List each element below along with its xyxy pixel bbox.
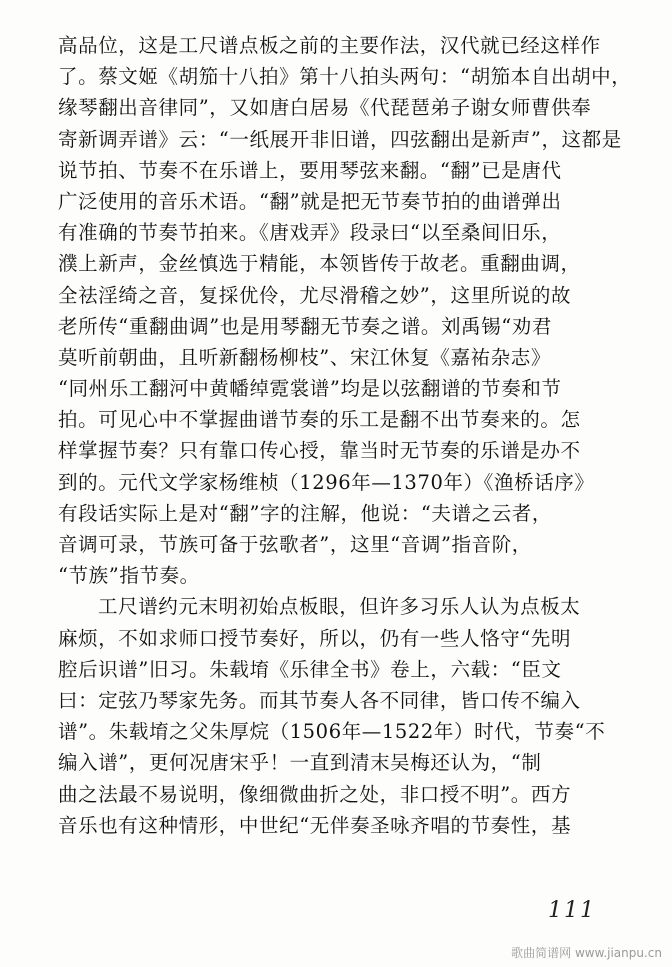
text-line: 莫听前朝曲，且听新翻杨柳枝”、宋江休复《嘉祐杂志》 [58,345,551,369]
text-line: 曰：定弦乃琴家先务。而其节奏人各不同律，皆口传不编入 [58,688,581,712]
text-line: 高品位，这是工尺谱点板之前的主要作法，汉代就已经这样作 [58,34,601,57]
site-watermark: 歌曲简谱网 www.jianpu.cn [511,946,662,960]
text-line: 了。蔡文姬《胡笳十八拍》第十八拍头两句：“胡笳本自出胡中， [58,65,632,89]
text-line: 有准确的节奏节拍来。《唐戏弄》段录曰“以至桑间旧乐， [58,221,562,245]
text-line: 谱”。朱载堉之父朱厚烷（1506年—1522年）时代，节奏“不 [58,720,606,744]
text-line: “同州乐工翻河中黄幡绰霓裳谱”均是以弦翻谱的节奏和节 [58,377,562,401]
text-line: 音调可录，节族可备于弦歌者”，这里“音调”指音阶， [58,533,532,556]
text-line: 全祛淫绮之音，复採优伶，尤尽滑稽之妙”，这里所说的故 [58,283,572,307]
body-text [58,30,632,841]
text-line: 拍。可见心中不掌握曲谱节奏的乐工是翻不出节奏来的。怎 [58,408,581,432]
text-line: 寄新调弄谱》云：“一纸展开非旧谱，四弦翻出是新声”，这都是 [58,127,622,151]
text-line: 曲之法最不易说明，像细微曲折之处，非口授不明”。西方 [58,782,572,806]
text-line: 缘琴翻出音律同”，又如唐白居易《代琵琶弟子谢女师曹供奉 [58,96,592,120]
text-line: 编入谱”，更何况唐宋乎！一直到清末吴梅还认为，“制 [58,751,542,775]
text-line: 到的。元代文学家杨维桢（1296年—1370年）《渔桥话序》 [58,470,595,494]
text-line: 有段话实际上是对“翻”字的注解，他说：“夫谱之云者， [58,501,553,525]
text-line: 音乐也有这种情形，中世纪“无伴奏圣咏齐唱的节奏性，基 [58,813,572,837]
text-line: 说节拍、节奏不在乐谱上，要用琴弦来翻。“翻”已是唐代 [58,158,562,182]
text-line: 麻烦，不如求师口授节奏好，所以，仍有一些人恪守“先明 [58,626,572,650]
text-line: “节族”指节奏。 [58,564,200,588]
text-line: 老所传“重翻曲调”也是用琴翻无节奏之谱。刘禹锡“劝君 [58,314,553,338]
text-line: 样掌握节奏？只有靠口传心授，靠当时无节奏的乐谱是办不 [58,439,581,463]
page-number: 111 [548,898,596,923]
text-line: 濮上新声，金丝慎选于精能，本领皆传于故老。重翻曲调， [58,252,581,276]
text-line-paragraph-start: 工尺谱约元末明初始点板眼，但许多习乐人认为点板太 [98,595,581,619]
text-line: 广泛使用的音乐术语。“翻”就是把无节奏节拍的曲谱弹出 [58,189,562,213]
text-line: 腔后识谱”旧习。朱载堉《乐律全书》卷上，六载：“臣文 [58,657,562,681]
